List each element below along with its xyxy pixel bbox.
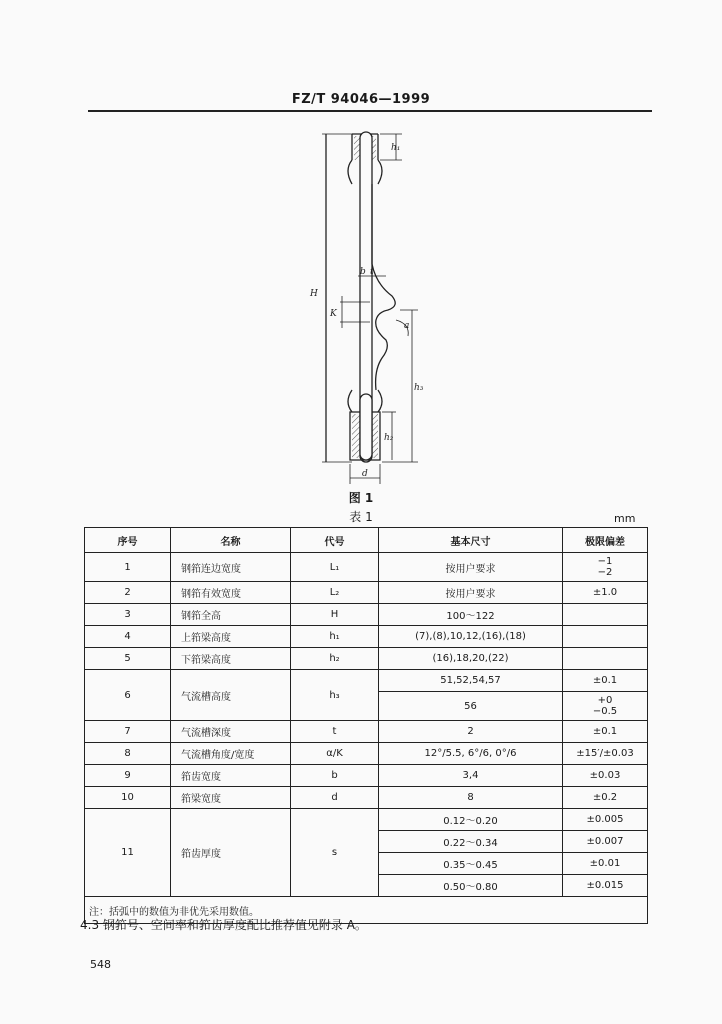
row-tolerance bbox=[563, 626, 648, 648]
table-unit: mm bbox=[614, 512, 636, 525]
table-caption: 表 1 bbox=[349, 510, 373, 524]
row-code: h₃ bbox=[291, 670, 379, 721]
row-basic-size: 按用户要求 bbox=[379, 582, 563, 604]
table-header-row bbox=[85, 528, 648, 553]
header-cell: 代号 bbox=[291, 528, 379, 553]
row-number: 3 bbox=[85, 604, 171, 626]
label-H: H bbox=[310, 289, 318, 299]
row-code: H bbox=[291, 604, 379, 626]
row-tolerance bbox=[563, 648, 648, 670]
header-cell: 基本尺寸 bbox=[379, 528, 563, 553]
header-rule bbox=[88, 110, 652, 112]
label-h3: h₃ bbox=[414, 383, 424, 393]
table-note: 注：括弧中的数值为非优先采用数值。 bbox=[85, 897, 648, 924]
row-name: 筘齿厚度 bbox=[171, 809, 291, 897]
table-row bbox=[85, 582, 648, 604]
label-b: b bbox=[360, 267, 366, 277]
row-number: 10 bbox=[85, 787, 171, 809]
row-number: 4 bbox=[85, 626, 171, 648]
label-h2: h₂ bbox=[384, 433, 394, 443]
table-row bbox=[85, 765, 648, 787]
row-basic-size: 8 bbox=[379, 787, 563, 809]
table-row bbox=[85, 670, 648, 692]
row-tolerance bbox=[563, 692, 648, 721]
row-number: 1 bbox=[85, 553, 171, 582]
row-basic-size: 3,4 bbox=[379, 765, 563, 787]
table-row bbox=[85, 743, 648, 765]
row-basic-size: 0.35～0.45 bbox=[379, 853, 563, 875]
header-cell: 序号 bbox=[85, 528, 171, 553]
row-number: 9 bbox=[85, 765, 171, 787]
row-tolerance bbox=[563, 553, 648, 582]
table-row bbox=[85, 553, 648, 582]
row-basic-size: 0.12～0.20 bbox=[379, 809, 563, 831]
header-cell: 极限偏差 bbox=[563, 528, 648, 553]
row-tolerance: ±0.1 bbox=[563, 721, 648, 743]
row-basic-size: (7),(8),10,12,(16),(18) bbox=[379, 626, 563, 648]
row-code: L₂ bbox=[291, 582, 379, 604]
tolerance-stack: +0 −0.5 bbox=[592, 695, 618, 717]
row-basic-size: 0.22～0.34 bbox=[379, 831, 563, 853]
table-row bbox=[85, 787, 648, 809]
label-h1: h₁ bbox=[391, 143, 401, 153]
row-name: 筘齿宽度 bbox=[171, 765, 291, 787]
row-basic-size: 51,52,54,57 bbox=[379, 670, 563, 692]
table-row bbox=[85, 809, 648, 831]
row-name: 筘梁宽度 bbox=[171, 787, 291, 809]
label-a: a bbox=[404, 321, 410, 331]
row-tolerance: ±0.01 bbox=[563, 853, 648, 875]
row-code: h₂ bbox=[291, 648, 379, 670]
label-t: t bbox=[370, 267, 374, 277]
figure-caption: 图 1 bbox=[348, 491, 374, 505]
table-row bbox=[85, 648, 648, 670]
row-tolerance bbox=[563, 604, 648, 626]
row-number: 5 bbox=[85, 648, 171, 670]
row-tolerance: ±0.015 bbox=[563, 875, 648, 897]
row-tolerance: ±0.007 bbox=[563, 831, 648, 853]
row-number: 2 bbox=[85, 582, 171, 604]
row-code: t bbox=[291, 721, 379, 743]
row-tolerance: ±0.03 bbox=[563, 765, 648, 787]
row-code: L₁ bbox=[291, 553, 379, 582]
row-tolerance: ±0.2 bbox=[563, 787, 648, 809]
row-basic-size: 56 bbox=[379, 692, 563, 721]
table-row bbox=[85, 626, 648, 648]
row-name: 下筘梁高度 bbox=[171, 648, 291, 670]
row-basic-size: 按用户要求 bbox=[379, 553, 563, 582]
row-code: b bbox=[291, 765, 379, 787]
tolerance-stack: −1 −2 bbox=[597, 556, 613, 578]
row-tolerance: ±15′/±0.03 bbox=[563, 743, 648, 765]
row-number: 8 bbox=[85, 743, 171, 765]
row-name: 气流槽高度 bbox=[171, 670, 291, 721]
reed-profile-drawing bbox=[300, 124, 440, 484]
row-tolerance: ±0.1 bbox=[563, 670, 648, 692]
label-K: K bbox=[330, 309, 337, 319]
section-paragraph: 4.3 钢筘号、空间率和筘齿厚度配比推荐值见附录 A。 bbox=[80, 918, 367, 932]
row-code: h₁ bbox=[291, 626, 379, 648]
row-code: α/K bbox=[291, 743, 379, 765]
row-number: 6 bbox=[85, 670, 171, 721]
row-number: 7 bbox=[85, 721, 171, 743]
row-tolerance: ±0.005 bbox=[563, 809, 648, 831]
row-code: d bbox=[291, 787, 379, 809]
row-name: 钢筘连边宽度 bbox=[171, 553, 291, 582]
row-basic-size: 0.50～0.80 bbox=[379, 875, 563, 897]
row-name: 上筘梁高度 bbox=[171, 626, 291, 648]
row-name: 气流槽角度/宽度 bbox=[171, 743, 291, 765]
page-number: 548 bbox=[90, 958, 111, 971]
header-cell: 名称 bbox=[171, 528, 291, 553]
row-name: 钢筘有效宽度 bbox=[171, 582, 291, 604]
label-d: d bbox=[362, 469, 368, 479]
row-basic-size: 12°/5.5, 6°/6, 0°/6 bbox=[379, 743, 563, 765]
row-name: 钢筘全高 bbox=[171, 604, 291, 626]
standard-code-header: FZ/T 94046—1999 bbox=[291, 92, 431, 107]
table-row bbox=[85, 604, 648, 626]
table-row bbox=[85, 721, 648, 743]
row-basic-size: 100～122 bbox=[379, 604, 563, 626]
row-code: s bbox=[291, 809, 379, 897]
row-tolerance: ±1.0 bbox=[563, 582, 648, 604]
row-name: 气流槽深度 bbox=[171, 721, 291, 743]
row-basic-size: 2 bbox=[379, 721, 563, 743]
row-number: 11 bbox=[85, 809, 171, 897]
row-basic-size: (16),18,20,(22) bbox=[379, 648, 563, 670]
spec-table bbox=[84, 527, 648, 924]
